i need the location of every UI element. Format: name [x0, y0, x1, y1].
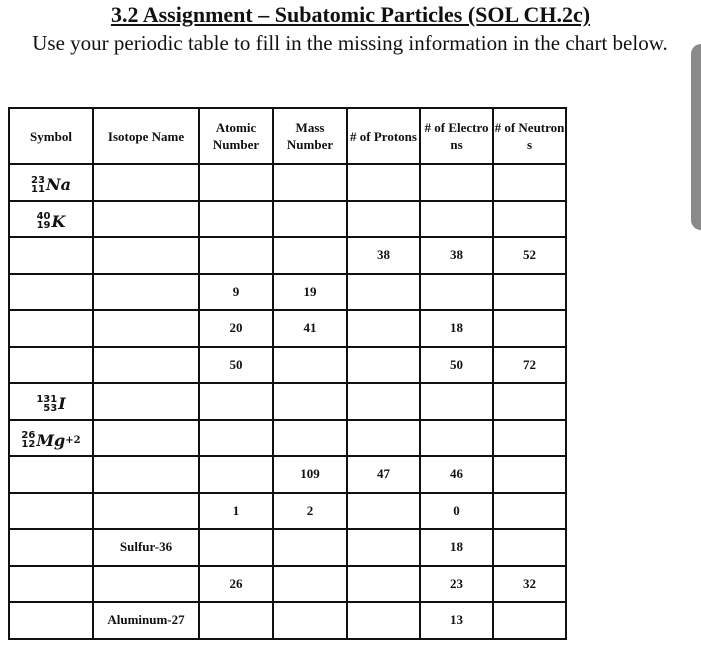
cell-mass[interactable] — [273, 201, 347, 238]
cell-mass[interactable]: 41 — [273, 310, 347, 347]
cell-name[interactable] — [93, 566, 199, 603]
cell-electrons[interactable]: 18 — [420, 529, 493, 566]
cell-name[interactable]: Sulfur-36 — [93, 529, 199, 566]
header-atomic-number: Atomic Number — [199, 108, 273, 164]
cell-symbol[interactable] — [9, 529, 93, 566]
cell-neutrons[interactable] — [493, 493, 566, 530]
header-neutrons: # of Neutrons — [493, 108, 566, 164]
cell-protons[interactable] — [347, 566, 420, 603]
cell-symbol[interactable] — [9, 310, 93, 347]
cell-electrons[interactable] — [420, 201, 493, 238]
header-mass-number: Mass Number — [273, 108, 347, 164]
cell-protons[interactable] — [347, 529, 420, 566]
mass-number-sup: 40 — [36, 211, 51, 222]
mass-number-sup: 131 — [36, 393, 58, 405]
cell-neutrons[interactable] — [493, 602, 566, 639]
cell-mass[interactable]: 19 — [273, 274, 347, 311]
cell-electrons[interactable] — [420, 274, 493, 311]
isotope-symbol — [36, 394, 65, 413]
element-symbol: Mg — [36, 430, 66, 450]
table-row — [9, 347, 566, 384]
cell-atomic[interactable]: 1 — [199, 493, 273, 530]
atomic-number-sub: 12 — [21, 439, 36, 450]
cell-name[interactable] — [93, 383, 199, 420]
cell-electrons[interactable]: 38 — [420, 237, 493, 274]
cell-name[interactable] — [93, 274, 199, 311]
cell-protons[interactable] — [347, 164, 420, 201]
table-row — [9, 310, 566, 347]
cell-protons[interactable]: 38 — [347, 237, 420, 274]
cell-mass[interactable] — [273, 383, 347, 420]
cell-atomic[interactable] — [199, 529, 273, 566]
table-row — [9, 566, 566, 603]
table-row — [9, 237, 566, 274]
cell-atomic[interactable] — [199, 420, 273, 457]
cell-atomic[interactable] — [199, 164, 273, 201]
cell-mass[interactable] — [273, 164, 347, 201]
header-row — [9, 108, 566, 164]
cell-electrons[interactable] — [420, 420, 493, 457]
cell-electrons[interactable]: 0 — [420, 493, 493, 530]
cell-symbol[interactable] — [9, 420, 93, 457]
cell-protons[interactable] — [347, 493, 420, 530]
atomic-number-sub: 19 — [36, 220, 51, 231]
cell-neutrons[interactable]: 32 — [493, 566, 566, 603]
cell-electrons[interactable] — [420, 383, 493, 420]
cell-electrons[interactable]: 50 — [420, 347, 493, 384]
cell-electrons[interactable]: 46 — [420, 456, 493, 493]
cell-atomic[interactable]: 50 — [199, 347, 273, 384]
cell-protons[interactable] — [347, 347, 420, 384]
cell-neutrons[interactable] — [493, 274, 566, 311]
cell-neutrons[interactable] — [493, 383, 566, 420]
cell-protons[interactable] — [347, 383, 420, 420]
element-symbol: I — [58, 394, 66, 413]
cell-symbol[interactable] — [9, 566, 93, 603]
cell-name[interactable] — [93, 310, 199, 347]
cell-name[interactable] — [93, 493, 199, 530]
ion-charge: +2 — [65, 434, 81, 446]
header-protons: # of Protons — [347, 108, 420, 164]
cell-neutrons[interactable] — [493, 310, 566, 347]
cell-atomic[interactable]: 9 — [199, 274, 273, 311]
header-isotope-name: Isotope Name — [93, 108, 199, 164]
cell-mass[interactable] — [273, 602, 347, 639]
cell-protons[interactable] — [347, 420, 420, 457]
cell-electrons[interactable]: 13 — [420, 602, 493, 639]
cell-symbol[interactable] — [9, 237, 93, 274]
cell-symbol[interactable] — [9, 347, 93, 384]
element-symbol: K — [51, 211, 66, 231]
element-symbol: Na — [45, 175, 71, 194]
cell-symbol[interactable] — [9, 493, 93, 530]
cell-neutrons[interactable] — [493, 456, 566, 493]
cell-symbol[interactable] — [9, 164, 93, 201]
cell-protons[interactable] — [347, 310, 420, 347]
cell-name[interactable] — [93, 201, 199, 238]
cell-mass[interactable]: 109 — [273, 456, 347, 493]
table-row — [9, 164, 566, 201]
cell-name[interactable] — [93, 347, 199, 384]
cell-atomic[interactable] — [199, 201, 273, 238]
cell-name[interactable]: Aluminum-27 — [93, 602, 199, 639]
assignment-title: 3.2 Assignment – Subatomic Particles (SOL CH.2c) — [110, 2, 591, 27]
table-row — [9, 383, 566, 420]
mass-number-sup: 23 — [31, 174, 45, 186]
cell-atomic[interactable] — [199, 602, 273, 639]
table-row — [9, 529, 566, 566]
cell-neutrons[interactable] — [493, 164, 566, 201]
cell-mass[interactable] — [273, 566, 347, 603]
cell-symbol[interactable] — [9, 383, 93, 420]
cell-electrons[interactable]: 18 — [420, 310, 493, 347]
cell-name[interactable] — [93, 164, 199, 201]
cell-neutrons[interactable] — [493, 420, 566, 457]
atomic-number-sub: 53 — [43, 402, 58, 414]
cell-atomic[interactable] — [199, 237, 273, 274]
table-row — [9, 456, 566, 493]
scrollbar[interactable] — [691, 44, 701, 230]
cell-protons[interactable] — [347, 201, 420, 238]
table-row — [9, 602, 566, 639]
isotope-symbol — [21, 431, 80, 450]
table-row — [9, 201, 566, 238]
cell-symbol[interactable] — [9, 274, 93, 311]
cell-protons[interactable]: 47 — [347, 456, 420, 493]
cell-mass[interactable] — [273, 237, 347, 274]
cell-mass[interactable] — [273, 529, 347, 566]
isotope-symbol — [37, 212, 66, 231]
header-symbol: Symbol — [9, 108, 93, 164]
cell-name[interactable] — [93, 456, 199, 493]
cell-neutrons[interactable] — [493, 529, 566, 566]
cell-symbol[interactable] — [9, 602, 93, 639]
cell-mass[interactable] — [273, 347, 347, 384]
table-row — [9, 274, 566, 311]
cell-name[interactable] — [93, 237, 199, 274]
cell-neutrons[interactable]: 72 — [493, 347, 566, 384]
cell-name[interactable] — [93, 420, 199, 457]
cell-symbol[interactable] — [9, 201, 93, 238]
cell-electrons[interactable]: 23 — [420, 566, 493, 603]
mass-number-sup: 26 — [21, 430, 36, 441]
atomic-number-sub: 11 — [31, 183, 45, 195]
cell-protons[interactable] — [347, 602, 420, 639]
cell-neutrons[interactable]: 52 — [493, 237, 566, 274]
cell-electrons[interactable] — [420, 164, 493, 201]
header-electrons: # of Electrons — [420, 108, 493, 164]
cell-mass[interactable] — [273, 420, 347, 457]
instructions: Use your periodic table to fill in the missing information in the chart below. — [32, 31, 668, 55]
cell-atomic[interactable] — [199, 383, 273, 420]
cell-atomic[interactable]: 26 — [199, 566, 273, 603]
cell-mass[interactable]: 2 — [273, 493, 347, 530]
cell-symbol[interactable] — [9, 456, 93, 493]
cell-neutrons[interactable] — [493, 201, 566, 238]
cell-atomic[interactable] — [199, 456, 273, 493]
table-row — [9, 493, 566, 530]
cell-protons[interactable] — [347, 274, 420, 311]
table-row — [9, 420, 566, 457]
subatomic-particles-table — [8, 107, 567, 640]
cell-atomic[interactable]: 20 — [199, 310, 273, 347]
isotope-symbol — [31, 175, 71, 194]
